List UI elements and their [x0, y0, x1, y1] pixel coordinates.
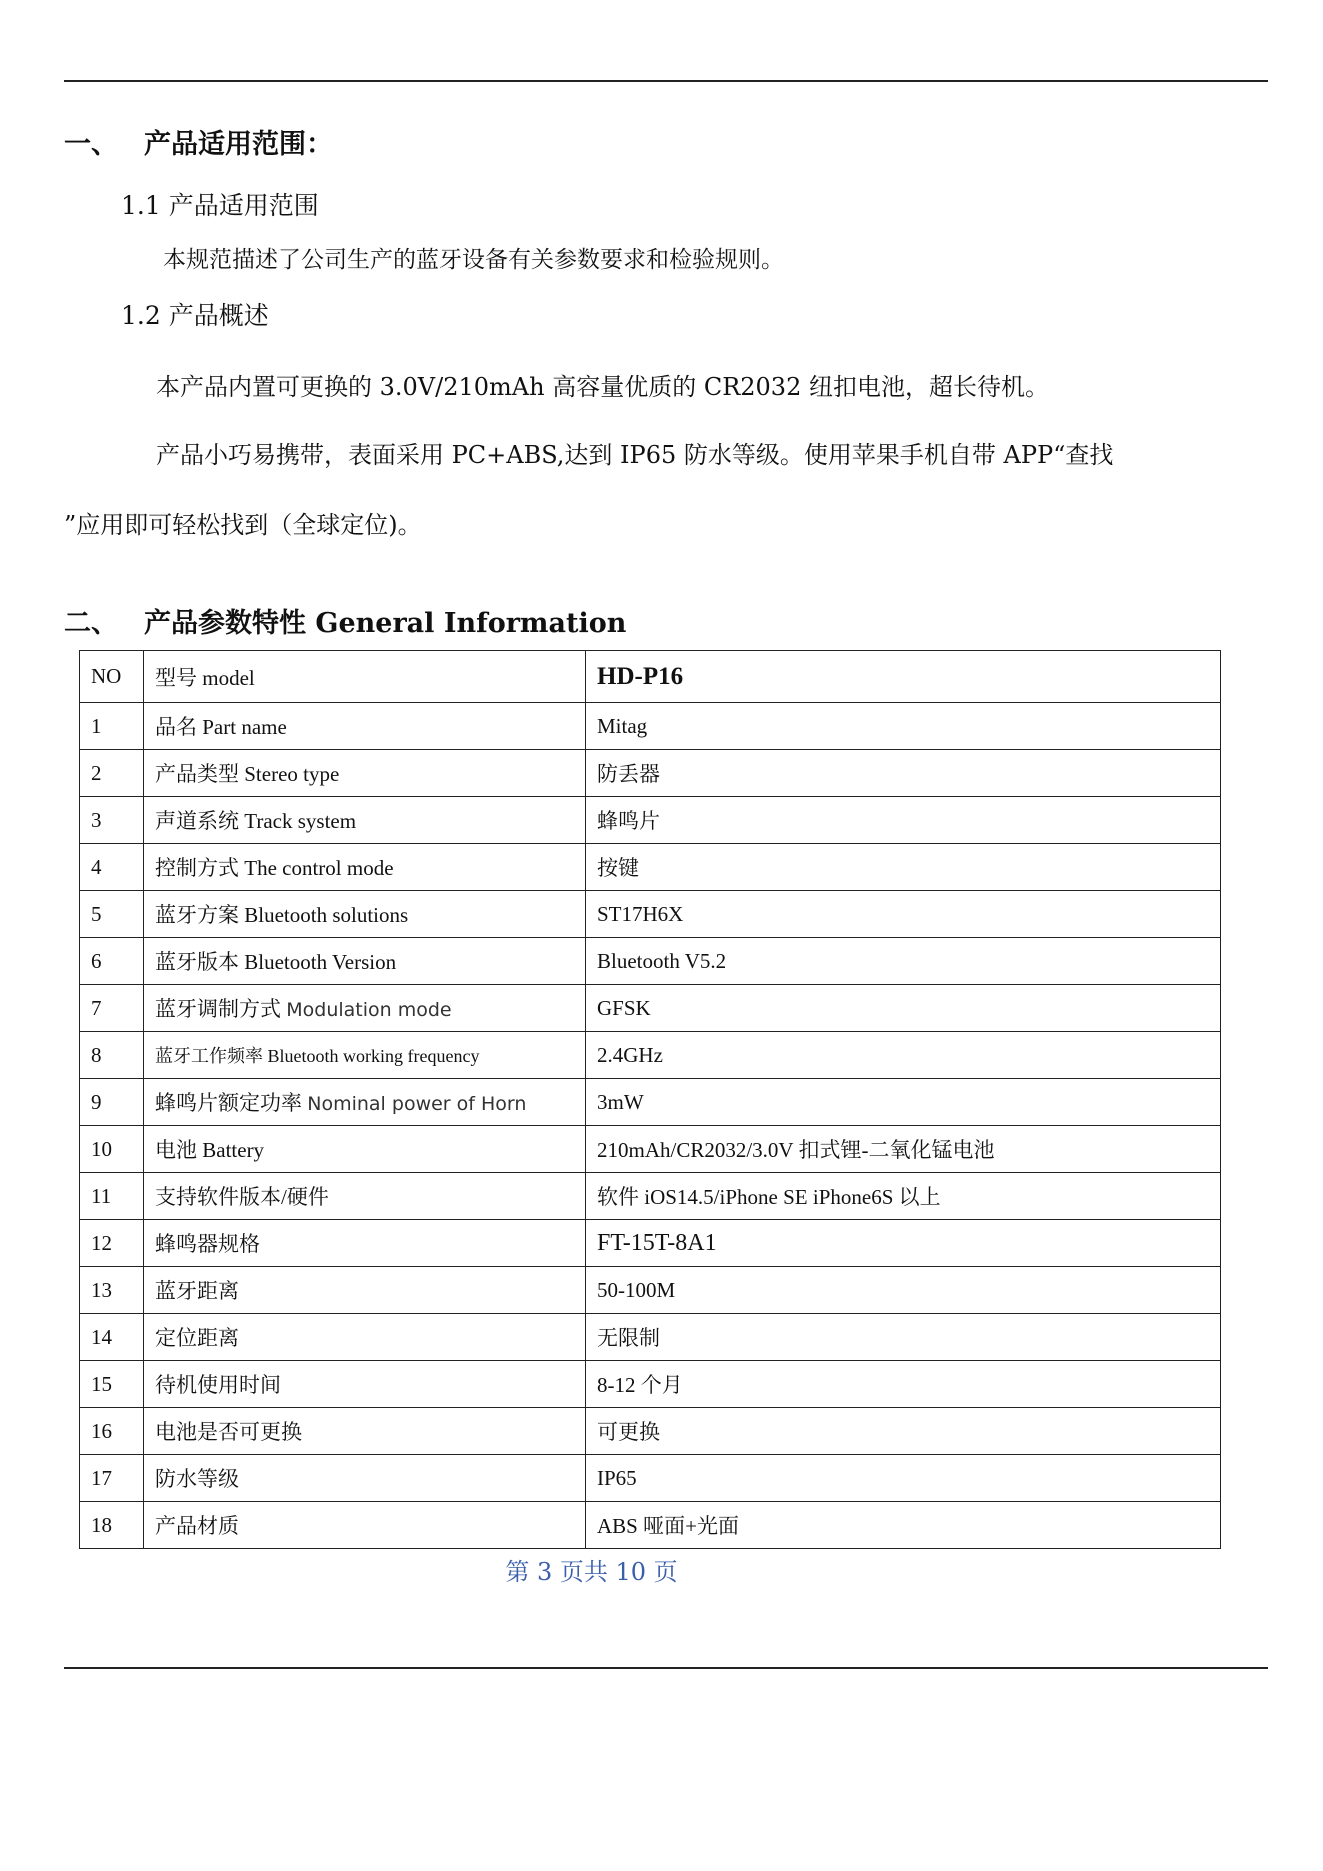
row-value: 50-100M [586, 1267, 1221, 1314]
table-row [80, 703, 1221, 750]
table-row [80, 985, 1221, 1032]
row-param [144, 1408, 586, 1455]
header-param: 型号 model [144, 651, 586, 703]
row-no: 12 [80, 1220, 144, 1267]
section-1-heading [64, 131, 333, 158]
row-param-label: 品名 Part name [155, 715, 287, 739]
table-row [80, 1502, 1221, 1549]
row-param [144, 1126, 586, 1173]
row-value: 防丢器 [586, 750, 1221, 797]
section-2-title: 产品参数特性 General Information [144, 608, 627, 639]
row-param [144, 1314, 586, 1361]
row-value: GFSK [586, 985, 1221, 1032]
row-param-label: 产品材质 [155, 1514, 239, 1538]
row-param-label-en: Nominal power of Horn [307, 1093, 527, 1115]
row-param [144, 1079, 586, 1126]
row-value: 8-12 个月 [586, 1361, 1221, 1408]
table-row [80, 1267, 1221, 1314]
table-row [80, 938, 1221, 985]
row-no: 9 [80, 1079, 144, 1126]
table-row [80, 1032, 1221, 1079]
row-value: IP65 [586, 1455, 1221, 1502]
row-param [144, 985, 586, 1032]
table-row [80, 1126, 1221, 1173]
subsection-1-1-title: 1.1 产品适用范围 [121, 191, 319, 220]
subsection-1-2-title: 1.2 产品概述 [121, 301, 269, 330]
row-param-label: 电池 Battery [155, 1138, 265, 1162]
table-row [80, 891, 1221, 938]
row-value: 蜂鸣片 [586, 797, 1221, 844]
row-param-label: 声道系统 Track system [155, 809, 357, 833]
spec-table [79, 650, 1221, 1549]
table-row [80, 1361, 1221, 1408]
row-param-label: 蓝牙版本 Bluetooth Version [155, 950, 397, 974]
row-no: 13 [80, 1267, 144, 1314]
footer-rule [64, 1667, 1268, 1669]
table-header-row [80, 651, 1221, 703]
table-row [80, 1314, 1221, 1361]
row-param [144, 797, 586, 844]
row-param-label: 蓝牙方案 Bluetooth solutions [155, 903, 409, 927]
row-no: 15 [80, 1361, 144, 1408]
overview-paragraph-1: 本产品内置可更换的 3.0V/210mAh 高容量优质的 CR2032 纽扣电池，超长待机。 [156, 373, 1049, 401]
subsection-1-1-text: 本规范描述了公司生产的蓝牙设备有关参数要求和检验规则。 [163, 247, 784, 273]
table-row [80, 797, 1221, 844]
row-no: 17 [80, 1455, 144, 1502]
row-param-label: 电池是否可更换 [155, 1420, 302, 1444]
row-param [144, 1455, 586, 1502]
row-no: 10 [80, 1126, 144, 1173]
table-row [80, 844, 1221, 891]
row-no: 5 [80, 891, 144, 938]
row-value: 3mW [586, 1079, 1221, 1126]
section-1-number: 一、 [64, 129, 118, 160]
row-no: 3 [80, 797, 144, 844]
header-no: NO [80, 651, 144, 703]
row-no: 1 [80, 703, 144, 750]
row-param [144, 750, 586, 797]
row-value: FT-15T-8A1 [586, 1220, 1221, 1267]
row-no: 14 [80, 1314, 144, 1361]
page-number: 第 3 页共 10 页 [505, 1558, 678, 1586]
row-param [144, 1220, 586, 1267]
row-value: 可更换 [586, 1408, 1221, 1455]
row-param-label: 蓝牙工作频率 Bluetooth working frequency [155, 1046, 480, 1066]
section-2-number: 二、 [64, 608, 118, 639]
row-no: 11 [80, 1173, 144, 1220]
row-param-label: 产品类型 Stereo type [155, 762, 340, 786]
row-value: ABS 哑面+光面 [586, 1502, 1221, 1549]
row-no: 16 [80, 1408, 144, 1455]
row-no: 2 [80, 750, 144, 797]
row-param-label-en: Modulation mode [286, 999, 452, 1021]
row-param-label: 支持软件版本/硬件 [155, 1185, 329, 1209]
row-no: 7 [80, 985, 144, 1032]
row-no: 18 [80, 1502, 144, 1549]
table-row [80, 1173, 1221, 1220]
table-row [80, 1408, 1221, 1455]
row-param-label: 控制方式 The control mode [155, 856, 394, 880]
row-param-label: 定位距离 [155, 1326, 239, 1350]
row-value: 210mAh/CR2032/3.0V 扣式锂-二氧化锰电池 [586, 1126, 1221, 1173]
row-param [144, 703, 586, 750]
row-value: Bluetooth V5.2 [586, 938, 1221, 985]
row-param [144, 1361, 586, 1408]
row-param [144, 938, 586, 985]
row-param-label: 蜂鸣器规格 [155, 1232, 260, 1256]
row-param-label: 蓝牙距离 [155, 1279, 239, 1303]
row-value: 软件 iOS14.5/iPhone SE iPhone6S 以上 [586, 1173, 1221, 1220]
section-1-title: 产品适用范围： [144, 129, 333, 160]
row-param [144, 1502, 586, 1549]
row-value: Mitag [586, 703, 1221, 750]
table-row [80, 1079, 1221, 1126]
table-row [80, 750, 1221, 797]
row-no: 8 [80, 1032, 144, 1079]
row-no: 4 [80, 844, 144, 891]
row-param-label: 待机使用时间 [155, 1373, 281, 1397]
row-param [144, 1173, 586, 1220]
header-value: HD-P16 [586, 651, 1221, 703]
overview-paragraph-2-line-1: 产品小巧易携带，表面采用 PC+ABS,达到 IP65 防水等级。使用苹果手机自带 APP“查找 [156, 441, 1114, 469]
row-value: 无限制 [586, 1314, 1221, 1361]
table-row [80, 1455, 1221, 1502]
row-param [144, 891, 586, 938]
row-param-label: 蜂鸣片额定功率 [155, 1091, 308, 1115]
row-value: ST17H6X [586, 891, 1221, 938]
section-2-heading [64, 610, 626, 637]
row-param-label: 蓝牙调制方式 [155, 997, 287, 1021]
overview-paragraph-2-line-2: ”应用即可轻松找到（全球定位)。 [64, 511, 422, 539]
row-no: 6 [80, 938, 144, 985]
header-rule [64, 80, 1268, 82]
row-param [144, 844, 586, 891]
row-param-label: 防水等级 [155, 1467, 239, 1491]
row-value: 按键 [586, 844, 1221, 891]
row-value: 2.4GHz [586, 1032, 1221, 1079]
row-param [144, 1267, 586, 1314]
row-param [144, 1032, 586, 1079]
table-row [80, 1220, 1221, 1267]
